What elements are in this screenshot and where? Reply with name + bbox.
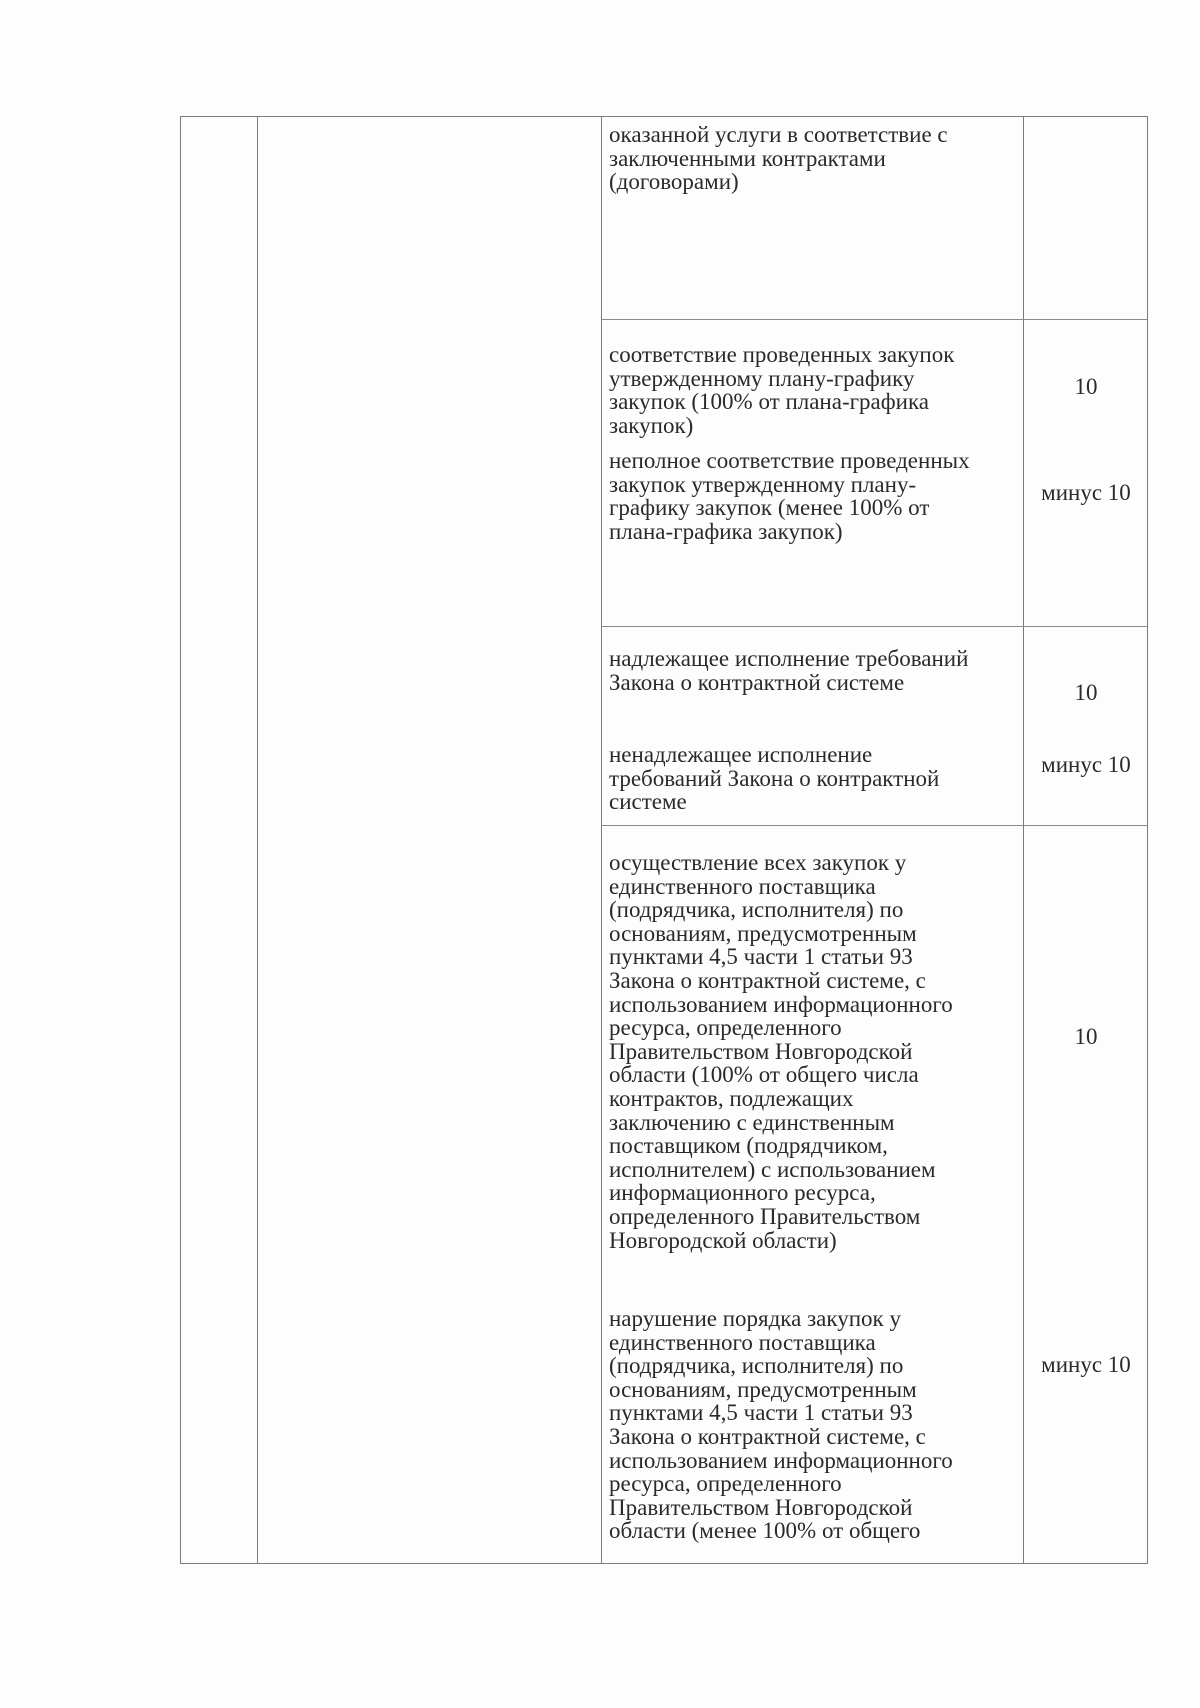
column-divider-3 [1023, 117, 1024, 1563]
row-divider-2 [601, 626, 1147, 627]
criterion-score: 10 [1074, 680, 1098, 705]
criterion-text: оказанной услуги в соответствие с заключенными контрактами (договорами) [609, 122, 948, 195]
criterion-text: неполное соответствие проведенных закупок утвержденному плану- графику закупок (менее 100% от плана-графика закупок) [609, 448, 970, 544]
column-divider-1 [257, 117, 258, 1563]
criterion-text: нарушение порядка закупок у единственного поставщика (подрядчика, исполнителя) по основаниям, предусмотренным пунктами 4,5 части 1 статьи 93 Закона о контрактной системе, с использованием информационного ресурса, определенного Правительством Новгородской области (менее 100% от общего [609, 1306, 953, 1544]
criterion-text: соответствие проведенных закупок утвержденному плану-графику закупок (100% от плана-графика закупок) [609, 342, 955, 438]
row-divider-3 [601, 825, 1147, 826]
criterion-score: 10 [1074, 1024, 1098, 1049]
criterion-text: надлежащее исполнение требований Закона о контрактной системе [609, 646, 969, 695]
criterion-score: 10 [1074, 374, 1098, 399]
criterion-score: минус 10 [1041, 1352, 1131, 1377]
row-divider-1 [601, 319, 1147, 320]
criteria-table [180, 116, 1148, 1564]
criterion-score: минус 10 [1041, 752, 1131, 777]
criterion-text: ненадлежащее исполнение требований Закона о контрактной системе [609, 742, 940, 815]
criterion-score: минус 10 [1041, 480, 1131, 505]
column-divider-2 [601, 117, 602, 1563]
criterion-text: осуществление всех закупок у единственного поставщика (подрядчика, исполнителя) по основаниям, предусмотренным пунктами 4,5 части 1 статьи 93 Закона о контрактной системе, с использованием информационного ресурса, определенного Правительством Новгородской области (100% от общего числа контрактов, подлежащих заключению с единственным поставщиком (подрядчиком, исполнителем) с использованием информационного ресурса, определенного Правительством Новгородской области) [609, 850, 953, 1253]
